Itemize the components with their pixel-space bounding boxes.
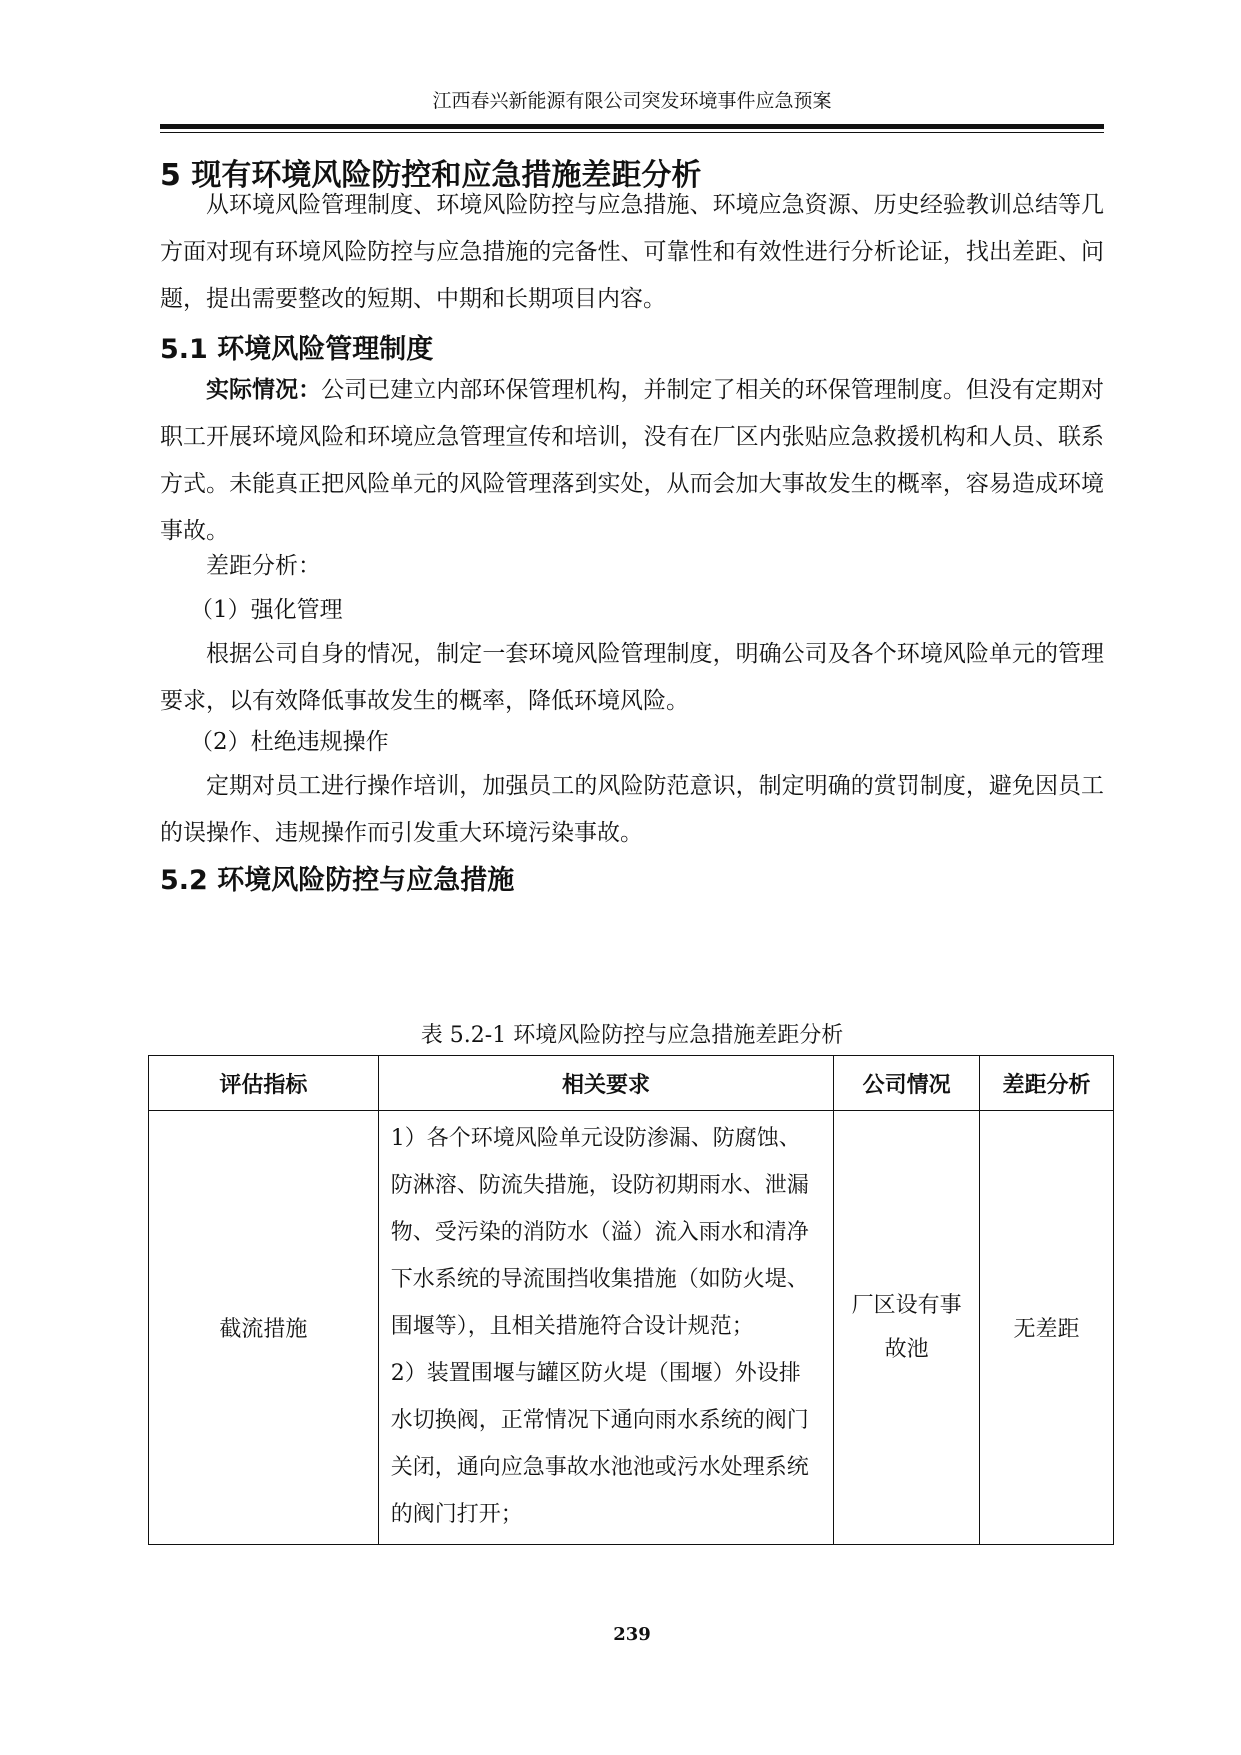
actual-situation-paragraph	[160, 367, 1104, 555]
requirement-item-1: 1）各个环境风险单元设防渗漏、防腐蚀、防淋溶、防流失措施，设防初期雨水、泄漏物、受污染的消防水（溢）流入雨水和清净下水系统的导流围挡收集措施（如防火堤、围堰等），且相关措施符合设计规范；	[390, 1126, 809, 1339]
running-header: 江西春兴新能源有限公司突发环境事件应急预案	[432, 90, 832, 112]
table-row	[149, 1111, 1114, 1545]
actual-situation-label: 实际情况：	[206, 377, 322, 403]
column-header-company-status: 公司情况	[834, 1056, 980, 1111]
gap-analysis-label: 差距分析：	[206, 553, 321, 579]
item-1-title: （1）强化管理	[190, 597, 343, 623]
company-status-cell: 厂区设有事故池	[834, 1111, 980, 1545]
indicator-cell: 截流措施	[149, 1111, 379, 1545]
gap-analysis-table	[148, 1055, 1114, 1545]
section-5-2-heading: 5.2 环境风险防控与应急措施	[160, 865, 515, 896]
item-2-title: （2）杜绝违规操作	[190, 729, 389, 755]
section-5-intro: 从环境风险管理制度、环境风险防控与应急措施、环境应急资源、历史经验教训总结等几方面对现有环境风险防控与应急措施的完备性、可靠性和有效性进行分析论证，找出差距、问题，提出需要整改的短期、中期和长期项目内容。	[160, 192, 1104, 312]
header-rule-thin	[160, 132, 1104, 133]
section-5-1-heading: 5.1 环境风险管理制度	[160, 334, 434, 365]
header-rule-thick	[160, 124, 1104, 129]
page-number: 239	[613, 1624, 651, 1645]
table-header-row	[149, 1056, 1114, 1111]
item-2-text: 定期对员工进行操作培训，加强员工的风险防范意识，制定明确的赏罚制度，避免因员工的误操作、违规操作而引发重大环境污染事故。	[160, 773, 1104, 846]
item-1-text: 根据公司自身的情况，制定一套环境风险管理制度，明确公司及各个环境风险单元的管理要求，以有效降低事故发生的概率，降低环境风险。	[160, 641, 1104, 714]
requirement-item-2: 2）装置围堰与罐区防火堤（围堰）外设排水切换阀，正常情况下通向雨水系统的阀门关闭，通向应急事故水池池或污水处理系统的阀门打开；	[390, 1361, 809, 1527]
section-5-heading: 5 现有环境风险防控和应急措施差距分析	[160, 158, 702, 193]
actual-situation-text: 公司已建立内部环保管理机构，并制定了相关的环保管理制度。但没有定期对职工开展环境风险和环境应急管理宣传和培训，没有在厂区内张贴应急救援机构和人员、联系方式。未能真正把风险单元的风险管理落到实处，从而会加大事故发生的概率，容易造成环境事故。	[160, 377, 1105, 544]
gap-cell: 无差距	[980, 1111, 1114, 1545]
requirement-cell	[378, 1111, 834, 1545]
table-caption: 表 5.2-1 环境风险防控与应急措施差距分析	[420, 1023, 844, 1048]
column-header-requirement: 相关要求	[378, 1056, 834, 1111]
column-header-gap: 差距分析	[980, 1056, 1114, 1111]
column-header-indicator: 评估指标	[149, 1056, 379, 1111]
